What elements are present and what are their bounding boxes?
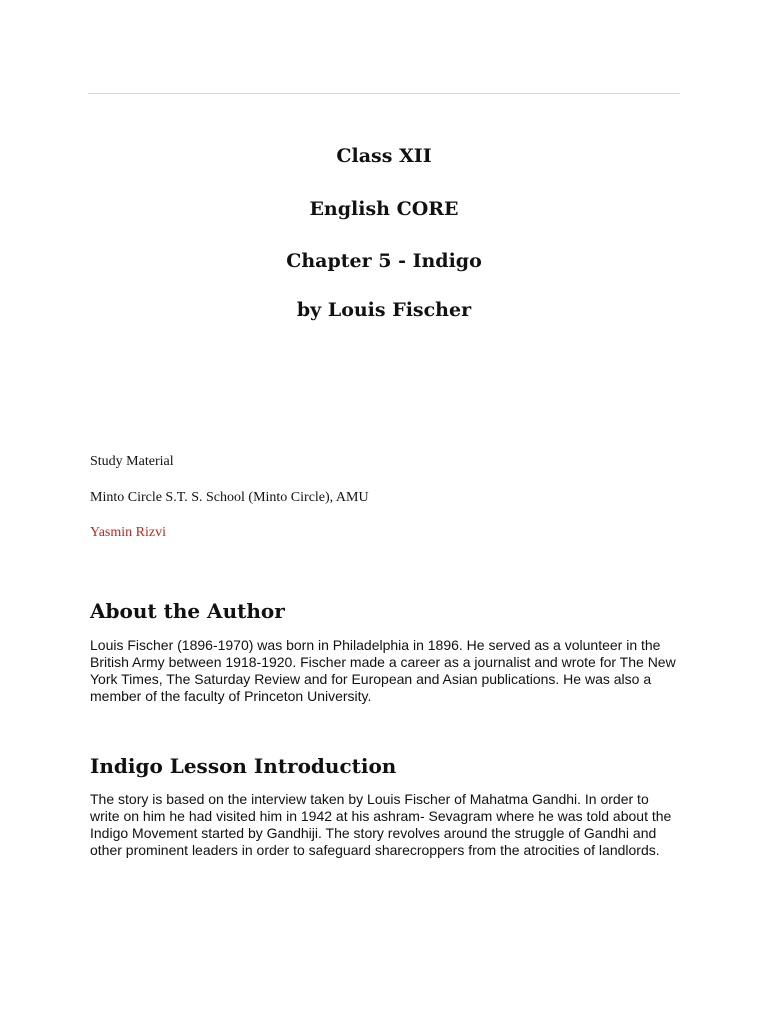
chapter-title: Chapter 5 - Indigo [286,250,482,272]
class-title: Class XII [336,145,432,167]
author-title: by Louis Fischer [296,299,472,321]
subject-title: English CORE [309,198,459,220]
section-body-about-author: Louis Fischer (1896-1970) was born in Philadelphia in 1896. He served as a volunteer in the British Army between 1918-1920. Fischer made a career as a journalist and wrote for The New York Times, The Saturday Review and for European and Asian publications. He was also a member of the faculty of Princeton University. [90,637,676,704]
material-label: Study Material [90,454,174,469]
section-body-lesson-introduction: The story is based on the interview taken by Louis Fischer of Mahatma Gandhi. In order to write on him he had visited him in 1942 at his ashram- Sevagram where he was told about the Indigo Movement started by Gandhiji. The story revolves around the struggle of Gandhi and other prominent leaders in order to safeguard sharecroppers from the atrocities of landlords. [90,791,672,858]
section-heading-about-author: About the Author [90,599,285,623]
school-name: Minto Circle S.T. S. School (Minto Circle), AMU [90,490,369,505]
section-heading-lesson-introduction: Indigo Lesson Introduction [90,754,397,778]
top-divider [88,93,680,94]
teacher-name: Yasmin Rizvi [90,525,166,540]
